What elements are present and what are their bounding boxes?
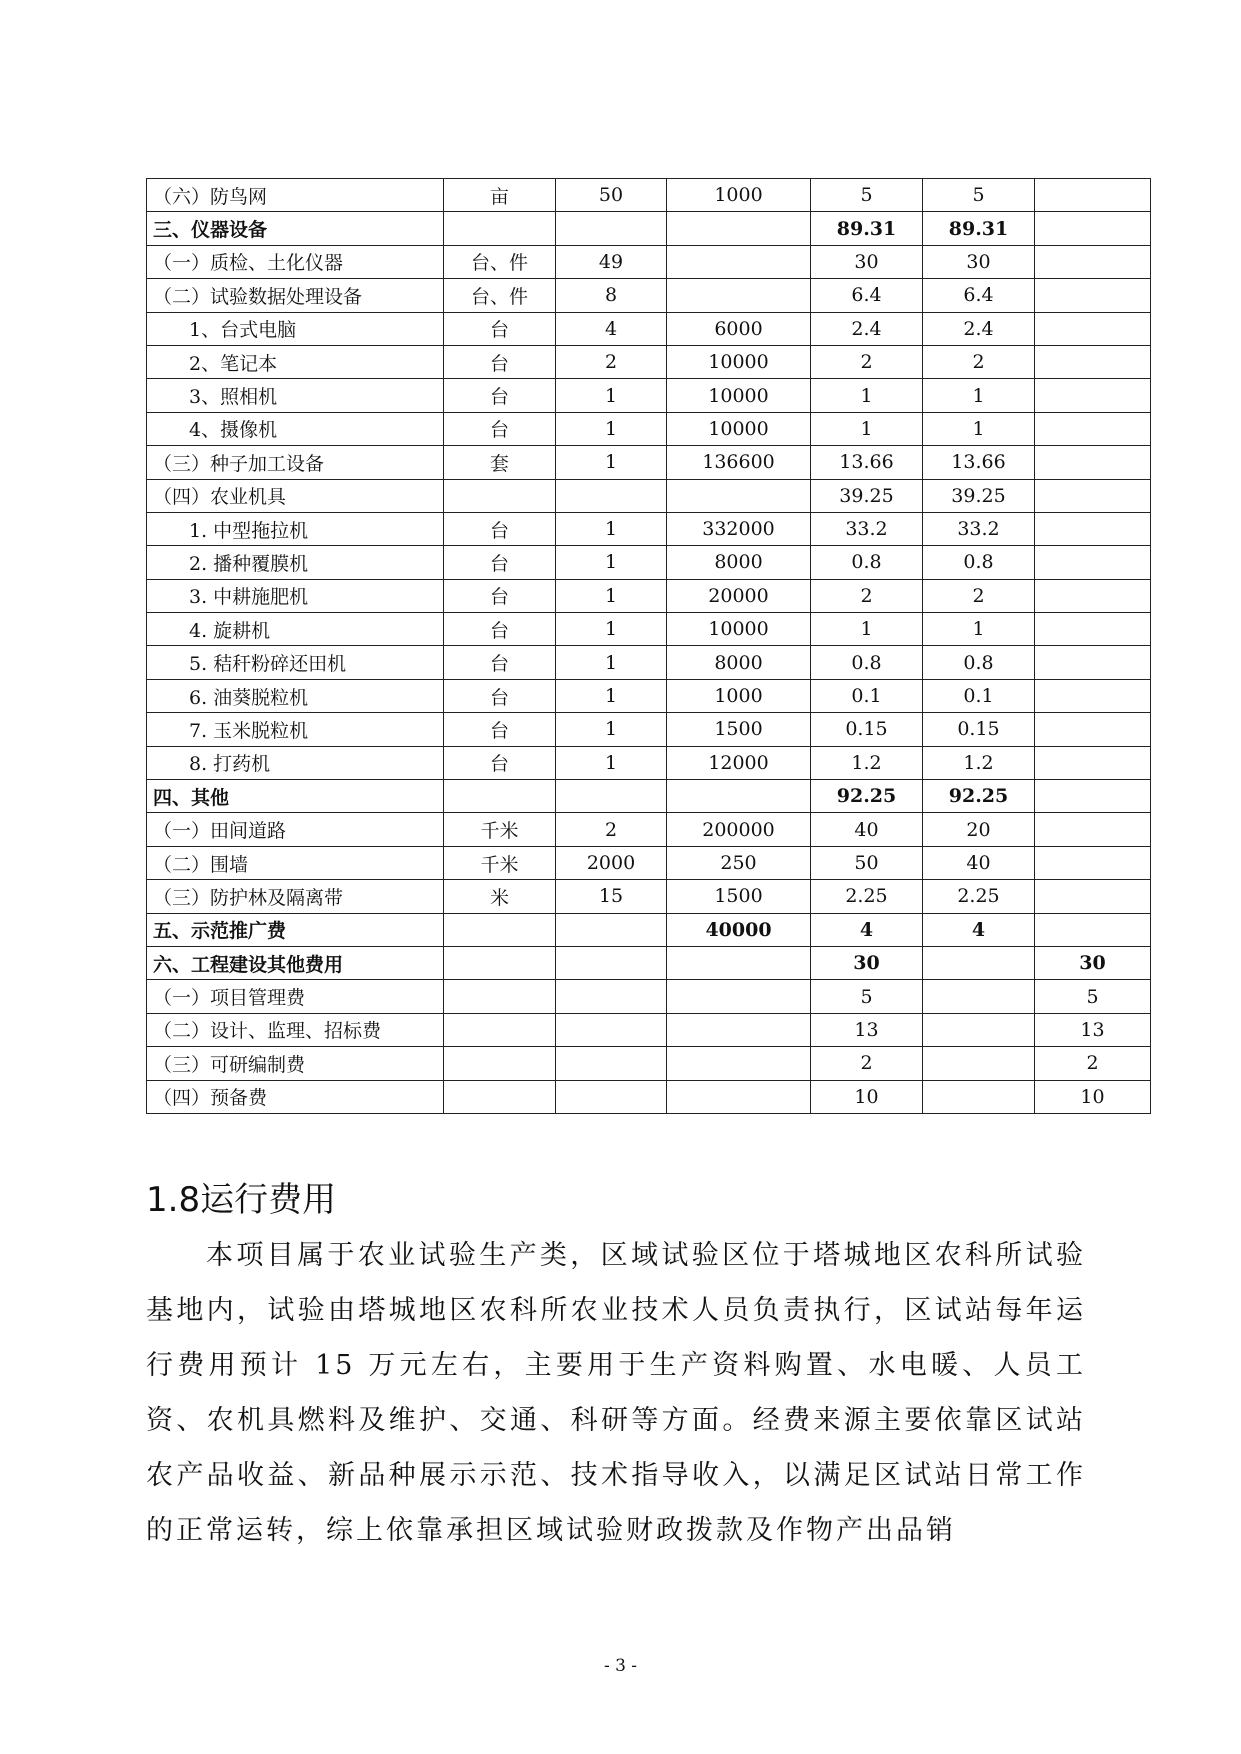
table-row xyxy=(147,913,1151,946)
table-row xyxy=(147,1047,1151,1080)
cell-amount-a: 0.15 xyxy=(923,713,1035,746)
cell-quantity: 1 xyxy=(556,746,667,779)
cell-item-name: 2、笔记本 xyxy=(147,345,444,378)
cell-unit-price xyxy=(667,980,811,1013)
cell-item-name: （二）围墙 xyxy=(147,846,444,879)
cell-item-name: 7. 玉米脱粒机 xyxy=(147,713,444,746)
cell-item-name: （二）试验数据处理设备 xyxy=(147,279,444,312)
cell-amount-a: 2 xyxy=(923,579,1035,612)
cell-item-name: 2. 播种覆膜机 xyxy=(147,546,444,579)
cell-unit-price: 250 xyxy=(667,846,811,879)
cell-amount-a: 1 xyxy=(923,412,1035,445)
cell-amount-a: 5 xyxy=(923,179,1035,212)
cell-unit-price: 8000 xyxy=(667,546,811,579)
table-row xyxy=(147,345,1151,378)
cell-item-name: 1. 中型拖拉机 xyxy=(147,512,444,545)
cell-total: 0.15 xyxy=(811,713,923,746)
cell-amount-a: 2 xyxy=(923,345,1035,378)
cell-item-name: 五、示范推广费 xyxy=(147,913,444,946)
cell-amount-b xyxy=(1035,512,1151,545)
cell-amount-a: 1.2 xyxy=(923,746,1035,779)
cell-amount-b xyxy=(1035,412,1151,445)
cell-amount-b xyxy=(1035,780,1151,813)
table-row xyxy=(147,780,1151,813)
cell-unit-price xyxy=(667,279,811,312)
cell-amount-b xyxy=(1035,880,1151,913)
cell-quantity xyxy=(556,1047,667,1080)
cell-amount-b xyxy=(1035,713,1151,746)
table-row xyxy=(147,412,1151,445)
cell-quantity: 15 xyxy=(556,880,667,913)
cell-unit: 台 xyxy=(444,579,556,612)
table-row xyxy=(147,980,1151,1013)
cell-unit: 台 xyxy=(444,646,556,679)
cell-quantity: 49 xyxy=(556,245,667,278)
table-row xyxy=(147,946,1151,979)
cell-unit-price: 1500 xyxy=(667,880,811,913)
cell-amount-b xyxy=(1035,446,1151,479)
cell-unit-price xyxy=(667,1013,811,1046)
table-row xyxy=(147,679,1151,712)
cell-total: 1.2 xyxy=(811,746,923,779)
cell-total: 10 xyxy=(811,1080,923,1113)
cell-amount-a: 0.1 xyxy=(923,679,1035,712)
cell-amount-a: 4 xyxy=(923,913,1035,946)
cell-unit-price xyxy=(667,780,811,813)
cell-unit-price: 1000 xyxy=(667,179,811,212)
cell-quantity xyxy=(556,212,667,245)
cell-total: 50 xyxy=(811,846,923,879)
table-row xyxy=(147,546,1151,579)
table-row xyxy=(147,512,1151,545)
cell-quantity: 1 xyxy=(556,512,667,545)
cell-amount-a: 13.66 xyxy=(923,446,1035,479)
cell-unit: 台 xyxy=(444,713,556,746)
cell-amount-a: 40 xyxy=(923,846,1035,879)
page-number: - 3 - xyxy=(603,1656,638,1676)
cell-amount-a xyxy=(923,980,1035,1013)
cell-total: 30 xyxy=(811,245,923,278)
cell-amount-b xyxy=(1035,579,1151,612)
cell-item-name: （六）防鸟网 xyxy=(147,179,444,212)
cell-quantity: 50 xyxy=(556,179,667,212)
table-row xyxy=(147,813,1151,846)
cell-total: 0.8 xyxy=(811,646,923,679)
cell-amount-b xyxy=(1035,613,1151,646)
table-row xyxy=(147,646,1151,679)
cell-quantity: 4 xyxy=(556,312,667,345)
cell-unit-price xyxy=(667,245,811,278)
cell-quantity xyxy=(556,946,667,979)
cell-amount-a: 0.8 xyxy=(923,546,1035,579)
cell-unit xyxy=(444,913,556,946)
cell-total: 13.66 xyxy=(811,446,923,479)
table-row xyxy=(147,746,1151,779)
cell-total: 92.25 xyxy=(811,780,923,813)
cell-amount-a: 0.8 xyxy=(923,646,1035,679)
table-row xyxy=(147,880,1151,913)
budget-table xyxy=(146,178,1151,1114)
table-row xyxy=(147,312,1151,345)
cell-total: 2 xyxy=(811,345,923,378)
cell-unit: 台 xyxy=(444,379,556,412)
cell-amount-a xyxy=(923,1013,1035,1046)
cell-unit: 千米 xyxy=(444,813,556,846)
cell-unit-price: 20000 xyxy=(667,579,811,612)
cell-amount-a: 2.25 xyxy=(923,880,1035,913)
cell-item-name: （二）设计、监理、招标费 xyxy=(147,1013,444,1046)
cell-item-name: （三）防护林及隔离带 xyxy=(147,880,444,913)
cell-unit: 台、件 xyxy=(444,279,556,312)
cell-unit-price: 10000 xyxy=(667,379,811,412)
cell-amount-b: 30 xyxy=(1035,946,1151,979)
cell-total: 6.4 xyxy=(811,279,923,312)
cell-total: 5 xyxy=(811,179,923,212)
cell-item-name: （三）可研编制费 xyxy=(147,1047,444,1080)
cell-total: 39.25 xyxy=(811,479,923,512)
cell-unit: 台 xyxy=(444,746,556,779)
cell-amount-a: 30 xyxy=(923,245,1035,278)
cell-total: 5 xyxy=(811,980,923,1013)
cell-unit: 套 xyxy=(444,446,556,479)
cell-item-name: （四）农业机具 xyxy=(147,479,444,512)
table-row xyxy=(147,613,1151,646)
cell-quantity: 1 xyxy=(556,546,667,579)
cell-amount-b: 5 xyxy=(1035,980,1151,1013)
cell-amount-a: 6.4 xyxy=(923,279,1035,312)
cell-amount-b xyxy=(1035,846,1151,879)
cell-amount-a: 89.31 xyxy=(923,212,1035,245)
cell-unit xyxy=(444,479,556,512)
cell-amount-a: 33.2 xyxy=(923,512,1035,545)
cell-amount-a: 1 xyxy=(923,613,1035,646)
cell-unit: 台 xyxy=(444,512,556,545)
cell-amount-b xyxy=(1035,746,1151,779)
cell-total: 0.8 xyxy=(811,546,923,579)
table-row xyxy=(147,713,1151,746)
cell-quantity xyxy=(556,780,667,813)
cell-amount-a xyxy=(923,1080,1035,1113)
cell-quantity: 2 xyxy=(556,345,667,378)
cell-total: 2 xyxy=(811,1047,923,1080)
cell-quantity: 2 xyxy=(556,813,667,846)
cell-amount-b: 2 xyxy=(1035,1047,1151,1080)
cell-item-name: 4. 旋耕机 xyxy=(147,613,444,646)
cell-unit-price: 1000 xyxy=(667,679,811,712)
cell-total: 1 xyxy=(811,613,923,646)
cell-amount-b xyxy=(1035,345,1151,378)
cell-unit-price xyxy=(667,946,811,979)
cell-unit: 台 xyxy=(444,613,556,646)
cell-quantity: 1 xyxy=(556,412,667,445)
cell-item-name: 6. 油葵脱粒机 xyxy=(147,679,444,712)
cell-amount-b: 13 xyxy=(1035,1013,1151,1046)
cell-quantity: 1 xyxy=(556,713,667,746)
cell-unit-price: 1500 xyxy=(667,713,811,746)
cell-amount-a xyxy=(923,946,1035,979)
cell-amount-b xyxy=(1035,479,1151,512)
cell-total: 1 xyxy=(811,412,923,445)
cell-unit xyxy=(444,946,556,979)
cell-item-name: 8. 打药机 xyxy=(147,746,444,779)
cell-amount-a: 2.4 xyxy=(923,312,1035,345)
cell-quantity xyxy=(556,913,667,946)
cell-item-name: 3. 中耕施肥机 xyxy=(147,579,444,612)
cell-quantity xyxy=(556,980,667,1013)
cell-quantity: 1 xyxy=(556,679,667,712)
cell-unit-price xyxy=(667,479,811,512)
cell-unit xyxy=(444,780,556,813)
cell-unit-price: 12000 xyxy=(667,746,811,779)
cell-unit: 亩 xyxy=(444,179,556,212)
cell-quantity: 1 xyxy=(556,579,667,612)
cell-unit-price xyxy=(667,1080,811,1113)
cell-quantity: 1 xyxy=(556,613,667,646)
cell-unit xyxy=(444,212,556,245)
cell-amount-b xyxy=(1035,913,1151,946)
table-row xyxy=(147,479,1151,512)
cell-total: 2.4 xyxy=(811,312,923,345)
cell-quantity xyxy=(556,1080,667,1113)
cell-item-name: （一）项目管理费 xyxy=(147,980,444,1013)
cell-item-name: （一）质检、土化仪器 xyxy=(147,245,444,278)
cell-amount-a: 1 xyxy=(923,379,1035,412)
cell-total: 30 xyxy=(811,946,923,979)
cell-amount-b xyxy=(1035,312,1151,345)
cell-unit: 台 xyxy=(444,546,556,579)
cell-quantity: 1 xyxy=(556,379,667,412)
cell-unit xyxy=(444,1013,556,1046)
cell-unit: 台 xyxy=(444,679,556,712)
cell-amount-b xyxy=(1035,546,1151,579)
cell-amount-b: 10 xyxy=(1035,1080,1151,1113)
cell-item-name: （三）种子加工设备 xyxy=(147,446,444,479)
cell-item-name: 5. 秸秆粉碎还田机 xyxy=(147,646,444,679)
cell-item-name: （一）田间道路 xyxy=(147,813,444,846)
cell-amount-b xyxy=(1035,245,1151,278)
table-row xyxy=(147,379,1151,412)
cell-total: 0.1 xyxy=(811,679,923,712)
cell-total: 89.31 xyxy=(811,212,923,245)
table-row xyxy=(147,846,1151,879)
cell-total: 33.2 xyxy=(811,512,923,545)
cell-unit: 台 xyxy=(444,345,556,378)
cell-unit-price xyxy=(667,212,811,245)
cell-amount-b xyxy=(1035,379,1151,412)
cell-amount-a: 92.25 xyxy=(923,780,1035,813)
cell-item-name: 4、摄像机 xyxy=(147,412,444,445)
cell-unit-price xyxy=(667,1047,811,1080)
cell-quantity: 1 xyxy=(556,646,667,679)
table-row xyxy=(147,279,1151,312)
cell-unit xyxy=(444,1047,556,1080)
cell-item-name: 1、台式电脑 xyxy=(147,312,444,345)
table-row xyxy=(147,446,1151,479)
table-row xyxy=(147,1080,1151,1113)
cell-amount-b xyxy=(1035,646,1151,679)
table-row xyxy=(147,579,1151,612)
cell-item-name: （四）预备费 xyxy=(147,1080,444,1113)
cell-unit: 台 xyxy=(444,412,556,445)
section-title: 1.8运行费用 xyxy=(146,1180,337,1220)
cell-unit xyxy=(444,980,556,1013)
cell-item-name: 三、仪器设备 xyxy=(147,212,444,245)
cell-total: 13 xyxy=(811,1013,923,1046)
cell-unit-price: 6000 xyxy=(667,312,811,345)
cell-unit-price: 8000 xyxy=(667,646,811,679)
cell-amount-b xyxy=(1035,679,1151,712)
body-paragraph: 本项目属于农业试验生产类，区域试验区位于塔城地区农科所试验基地内，试验由塔城地区农科所农业技术人员负责执行，区试站每年运行费用预计 15 万元左右，主要用于生产资料购置、水电暖、人员工资、农机具燃料及维护、交通、科研等方面。经费来源主要依靠区试站农产品收益、新品种展示示范、技术指导收入，以满足区试站日常工作的正常运转，综上依靠承担区域试验财政拨款及作物产出品销 xyxy=(146,1240,1086,1546)
cell-total: 2.25 xyxy=(811,880,923,913)
cell-quantity xyxy=(556,479,667,512)
cell-unit: 台、件 xyxy=(444,245,556,278)
table-row xyxy=(147,1013,1151,1046)
cell-amount-a: 20 xyxy=(923,813,1035,846)
cell-unit-price: 10000 xyxy=(667,345,811,378)
cell-total: 40 xyxy=(811,813,923,846)
cell-total: 4 xyxy=(811,913,923,946)
cell-total: 1 xyxy=(811,379,923,412)
cell-item-name: 3、照相机 xyxy=(147,379,444,412)
cell-amount-b xyxy=(1035,179,1151,212)
cell-unit-price: 332000 xyxy=(667,512,811,545)
table-row xyxy=(147,245,1151,278)
cell-unit: 千米 xyxy=(444,846,556,879)
cell-unit-price: 10000 xyxy=(667,613,811,646)
cell-unit: 台 xyxy=(444,312,556,345)
cell-quantity xyxy=(556,1013,667,1046)
cell-quantity: 2000 xyxy=(556,846,667,879)
cell-amount-b xyxy=(1035,813,1151,846)
cell-amount-a xyxy=(923,1047,1035,1080)
cell-amount-a: 39.25 xyxy=(923,479,1035,512)
cell-unit-price: 136600 xyxy=(667,446,811,479)
cell-unit-price: 200000 xyxy=(667,813,811,846)
table-row xyxy=(147,179,1151,212)
cell-unit xyxy=(444,1080,556,1113)
cell-quantity: 1 xyxy=(556,446,667,479)
cell-unit-price: 10000 xyxy=(667,412,811,445)
cell-unit: 米 xyxy=(444,880,556,913)
cell-amount-b xyxy=(1035,279,1151,312)
table-row xyxy=(147,212,1151,245)
cell-item-name: 六、工程建设其他费用 xyxy=(147,946,444,979)
cell-total: 2 xyxy=(811,579,923,612)
cell-unit-price: 40000 xyxy=(667,913,811,946)
cell-quantity: 8 xyxy=(556,279,667,312)
cell-item-name: 四、其他 xyxy=(147,780,444,813)
table-body xyxy=(147,179,1151,1114)
cell-amount-b xyxy=(1035,212,1151,245)
